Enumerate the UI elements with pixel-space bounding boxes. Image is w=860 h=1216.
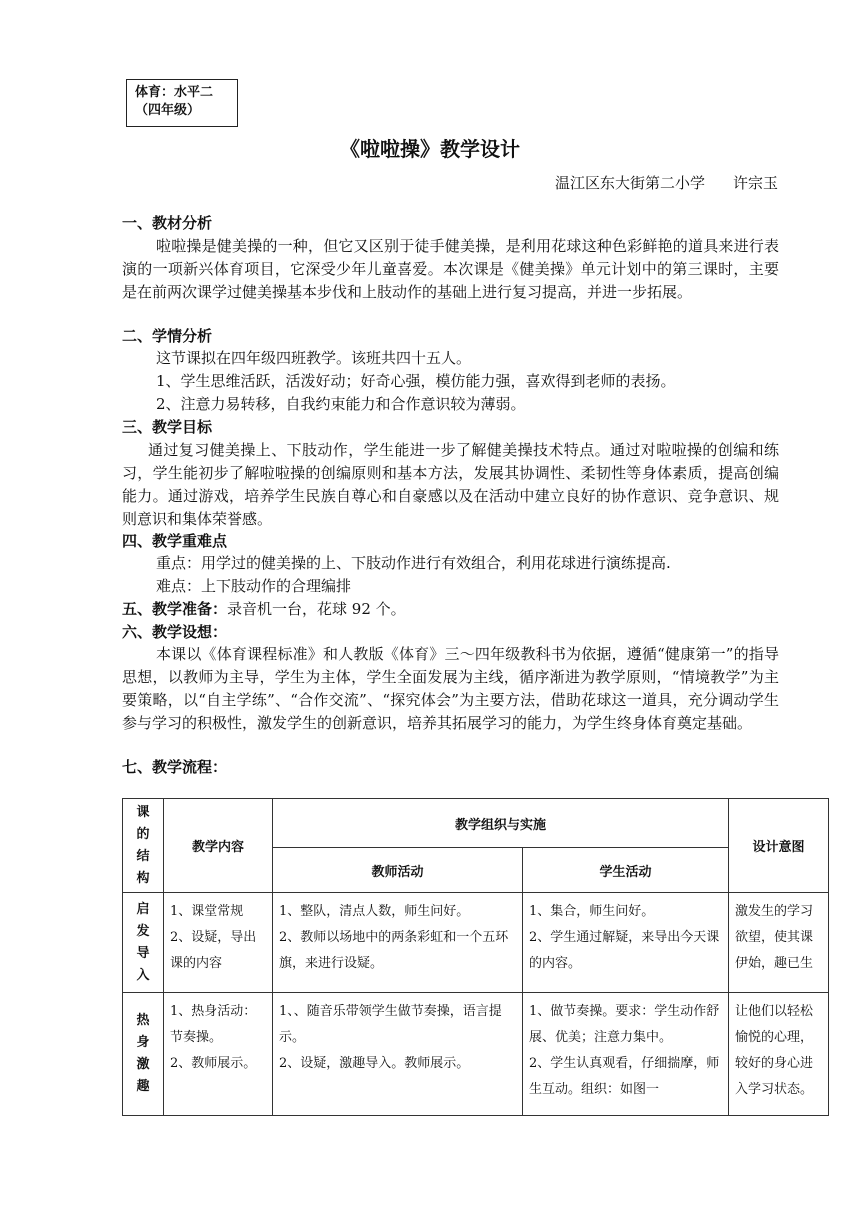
header-organization: 教学组织与实施 xyxy=(273,799,729,848)
section-5-heading xyxy=(122,598,406,620)
section-5-text: 录音机一台，花球 92 个。 xyxy=(227,600,406,618)
section-2-line-3: 2、注意力易转移，自我约束能力和合作意识较为薄弱。 xyxy=(156,395,526,413)
section-6-heading: 六、教学设想： xyxy=(122,623,228,641)
section-4-heading: 四、教学重难点 xyxy=(122,532,228,550)
section-1-heading: 一、教材分析 xyxy=(122,214,213,232)
author-line xyxy=(555,172,778,193)
row-content-cell: 1、热身活动：节奏操。 2、教师展示。 xyxy=(164,993,273,1116)
section-2-line-1: 这节课拟在四年级四班教学。该班共四十五人。 xyxy=(156,349,472,367)
section-2-heading: 二、学情分析 xyxy=(122,327,213,345)
row-structure-cell: 启发导入 xyxy=(123,893,164,993)
section-3-heading: 三、教学目标 xyxy=(122,418,213,436)
teaching-flow-table xyxy=(122,798,829,1116)
row-content-cell: 1、课堂常规 2、设疑，导出课的内容 xyxy=(164,893,273,993)
row-student-cell: 1、集合，师生问好。 2、学生通过解疑，来导出今天课的内容。 xyxy=(523,893,729,993)
row-teacher-cell: 1、整队，清点人数，师生问好。 2、教师以场地中的两条彩虹和一个五环旗，来进行设疑。 xyxy=(273,893,523,993)
table-row xyxy=(123,993,829,1116)
section-3-body: 通过复习健美操上、下肢动作，学生能进一步了解健美操技术特点。通过对啦啦操的创编和练习，学生能初步了解啦啦操的创编原则和基本方法，发展其协调性、柔韧性等身体素质，提高创编能力。通过游戏，培养学生民族自尊心和自豪感以及在活动中建立良好的协作意识、竞争意识、规则意识和集体荣誉感。 xyxy=(122,441,779,528)
section-5-label: 五、教学准备： xyxy=(122,600,228,618)
header-teacher-activity: 教师活动 xyxy=(273,848,523,893)
grade-level-box xyxy=(126,79,238,127)
header-student-activity: 学生活动 xyxy=(523,848,729,893)
header-intent: 设计意图 xyxy=(729,799,829,893)
row-teacher-cell: 1、、随音乐带领学生做节奏操，语言提示。 2、设疑，激趣导入。教师展示。 xyxy=(273,993,523,1116)
header-content: 教学内容 xyxy=(164,799,273,893)
row-intent-cell: 让他们以轻松愉悦的心理，较好的身心进入学习状态。 xyxy=(729,993,829,1116)
document-title: 《啦啦操》教学设计 xyxy=(340,137,520,161)
section-7-heading: 七、教学流程： xyxy=(122,758,228,776)
grade-year: （四年级） xyxy=(135,103,201,118)
section-1-body: 啦啦操是健美操的一种，但它又区别于徒手健美操，是利用花球这种色彩鲜艳的道具来进行表演的一项新兴体育项目，它深受少年儿童喜爱。本次课是《健美操》单元计划中的第三课时，主要是在前两次课学过健美操基本步伐和上肢动作的基础上进行复习提高，并进一步拓展。 xyxy=(122,237,779,301)
header-structure: 课的结构 xyxy=(123,799,164,893)
author-name: 许宗玉 xyxy=(732,174,778,192)
section-4-difficulty: 难点：上下肢动作的合理编排 xyxy=(156,577,352,595)
section-6-body: 本课以《体育课程标准》和人教版《体育》三～四年级教科书为依据，遵循“健康第一”的指导思想，以教师为主导，学生为主体，学生全面发展为主线，循序渐进为教学原则，“情境教学”为主要策略，以“自主学练”、“合作交流”、“探究体会”为主要方法，借助花球这一道具，充分调动学生参与学习的积极性，激发学生的创新意识，培养其拓展学习的能力，为学生终身体育奠定基础。 xyxy=(122,645,779,732)
section-4-key-point: 重点：用学过的健美操的上、下肢动作进行有效组合，利用花球进行演练提高. xyxy=(156,554,671,572)
author-school: 温江区东大街第二小学 xyxy=(554,174,705,192)
table-row xyxy=(123,893,829,993)
grade-subject: 体育：水平二 xyxy=(135,85,214,100)
row-student-cell: 1、做节奏操。要求：学生动作舒展、优美；注意力集中。 2、学生认真观看，仔细揣摩，师生互动。组织：如图一 xyxy=(523,993,729,1116)
row-structure-cell: 热身激趣 xyxy=(123,993,164,1116)
section-2-line-2: 1、学生思维活跃，活泼好动；好奇心强，模仿能力强，喜欢得到老师的表扬。 xyxy=(156,372,676,390)
row-intent-cell: 激发生的学习欲望，使其课伊始，趣已生 xyxy=(729,893,829,993)
